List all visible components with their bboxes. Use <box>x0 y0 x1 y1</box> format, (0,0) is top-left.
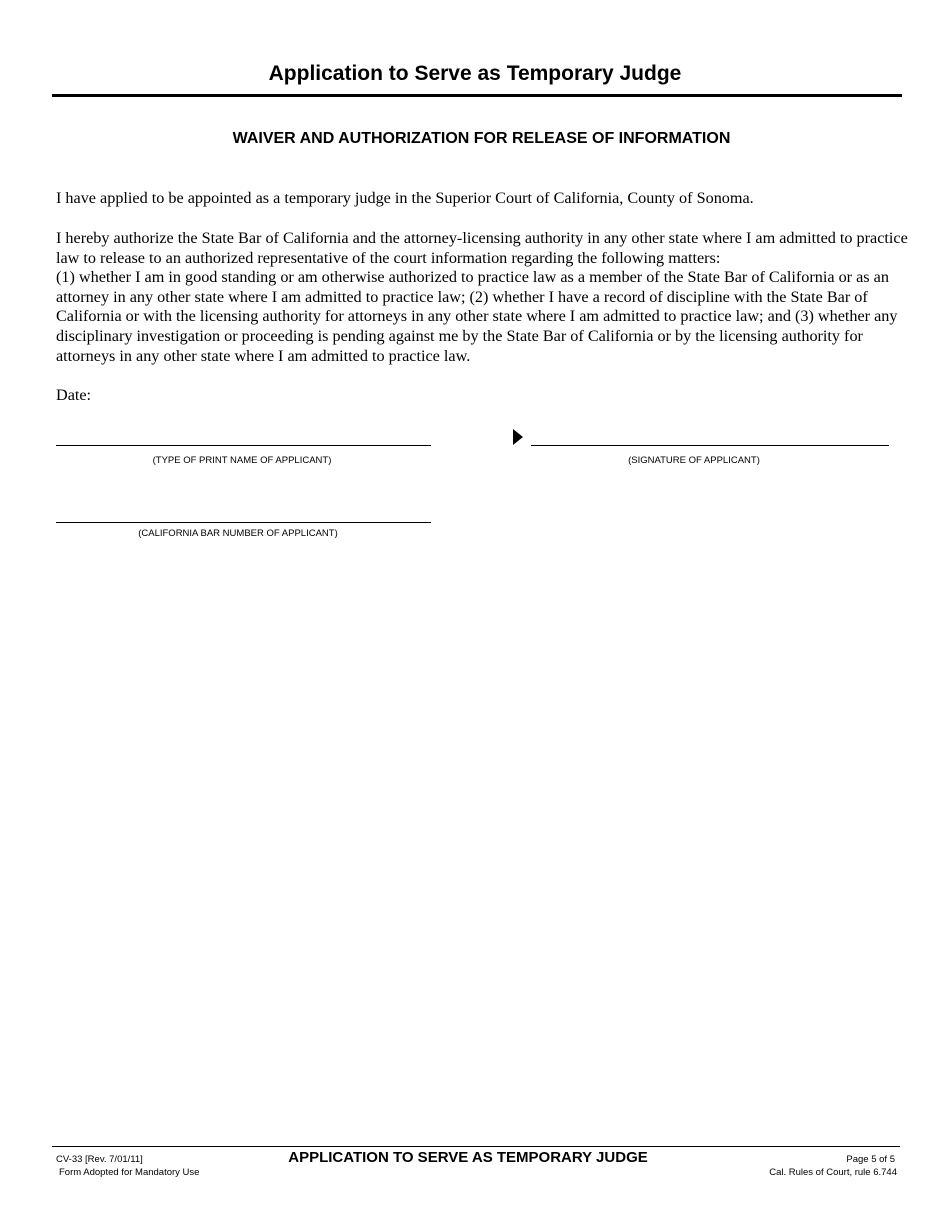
page-title: Application to Serve as Temporary Judge <box>268 62 682 85</box>
bar-number-caption: (CALIFORNIA BAR NUMBER OF APPLICANT) <box>138 528 338 539</box>
footer-form-number: CV-33 [Rev. 7/01/11] <box>56 1154 143 1165</box>
signature-caption: (SIGNATURE OF APPLICANT) <box>628 455 760 466</box>
bar-number-field[interactable] <box>56 522 431 523</box>
print-name-caption: (TYPE OF PRINT NAME OF APPLICANT) <box>152 455 332 466</box>
authorization-intro: I hereby authorize the State Bar of California and the attorney-licensing authority in any other state where I am admitted to practice law to release to an authorized representative of the court information regarding the following matters: <box>56 229 908 267</box>
signature-field[interactable] <box>531 445 889 446</box>
footer-rules-reference: Cal. Rules of Court, rule 6.744 <box>769 1167 897 1178</box>
title-divider <box>52 94 902 97</box>
footer-title: APPLICATION TO SERVE AS TEMPORARY JUDGE <box>288 1149 648 1166</box>
applicant-statement: I have applied to be appointed as a temporary judge in the Superior Court of California, County of Sonoma. <box>56 189 754 207</box>
footer-page-number: Page 5 of 5 <box>846 1154 895 1165</box>
print-name-field[interactable] <box>56 445 431 446</box>
authorization-items: (1) whether I am in good standing or am otherwise authorized to practice law as a member of the State Bar of California or as an attorney in any other state where I am admitted to practice law; (2) whether I have a record of discipline with the State Bar of California or with the licensing authority for attorneys in any other state where I am admitted to practice law; and (3) whether any disciplinary investigation or proceeding is pending against me by the State Bar of California or by the licensing authority for attorneys in any other state where I am admitted to practice law. <box>56 268 898 365</box>
section-heading: WAIVER AND AUTHORIZATION FOR RELEASE OF INFORMATION <box>232 130 731 147</box>
authorization-paragraph <box>56 229 908 366</box>
arrow-right-icon <box>513 429 523 445</box>
date-label: Date: <box>56 386 92 404</box>
footer-divider <box>52 1146 900 1147</box>
footer-adopted-note: Form Adopted for Mandatory Use <box>59 1167 200 1178</box>
